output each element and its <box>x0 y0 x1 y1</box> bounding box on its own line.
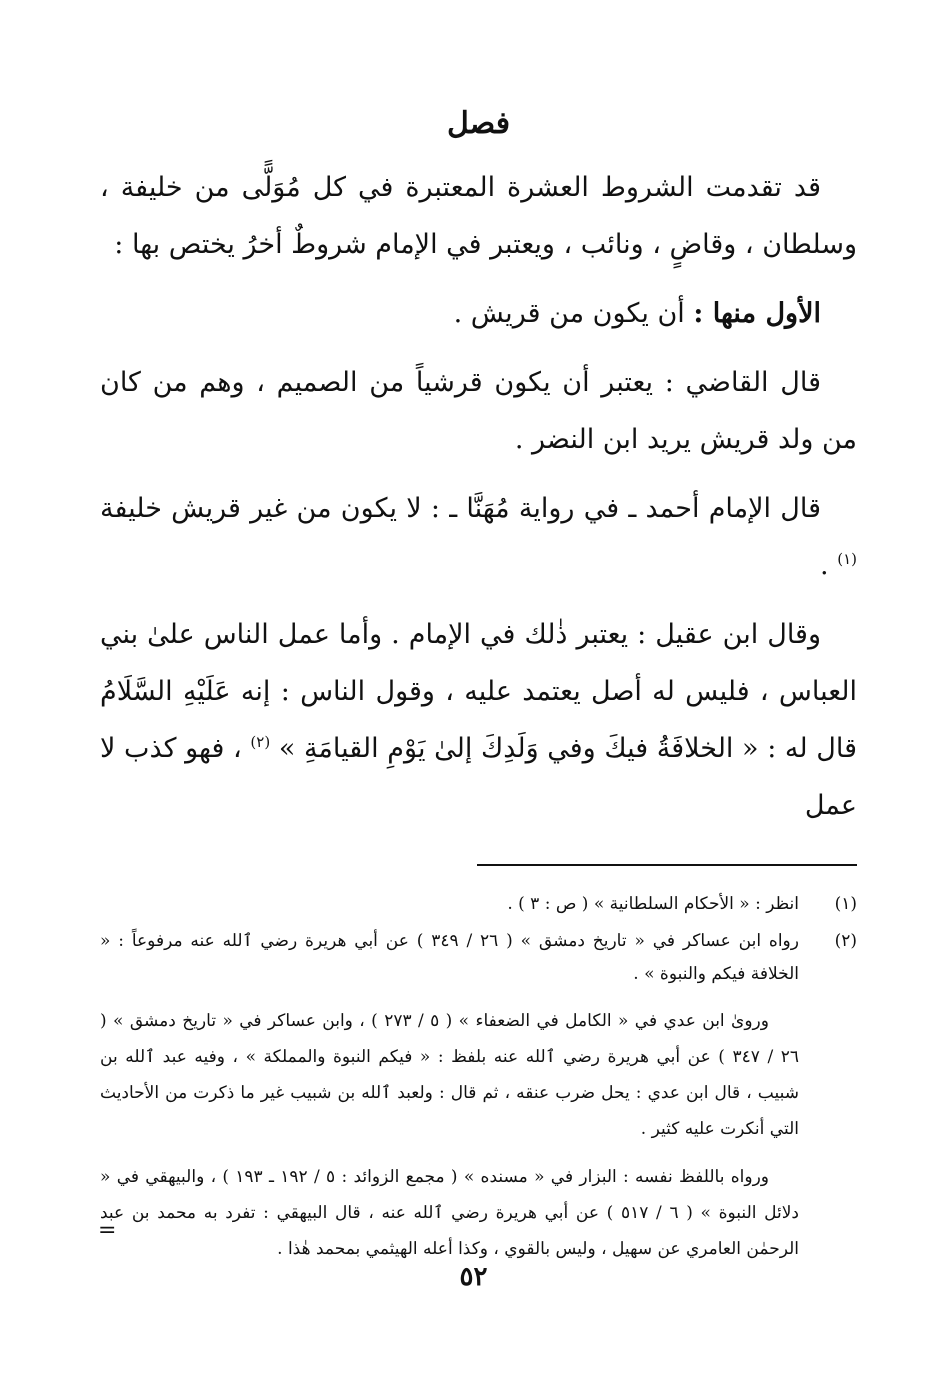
ibn-aqil-text-end: ، فهو كذب لا عمل <box>100 733 857 821</box>
paragraph-qadi: قال القاضي : يعتبر أن يكون قرشياً من الصميم ، وهم من كان من ولد قريش يريد ابن النضر . <box>100 367 857 455</box>
first-condition-label: الأول منها : <box>693 298 821 329</box>
paragraph-conditions: قد تقدمت الشروط العشرة المعتبرة في كل مُوَلًّى من خليفة ، وسلطان ، وقاضٍ ، ونائب ، ويعتبر في الإمام شروطٌ أخرُ يختص بها : <box>100 172 857 260</box>
paragraph-ibn-aqil <box>100 606 857 834</box>
footnote-2-number: (٢) <box>834 931 857 951</box>
paragraph-ahmad <box>100 480 857 594</box>
footnote-1-number: (١) <box>834 894 857 914</box>
footnote-2-text: رواه ابن عساكر في « تاريخ دمشق » ( ٢٦ / ٣٤٩ ) عن أبي هريرة رضي ٱلله عنه مرفوعاً : « الخلافة فيكم والنبوة » . <box>100 931 799 984</box>
footnote-1-text: انظر : « الأحكام السلطانية » ( ص : ٣ ) . <box>507 894 799 914</box>
section-heading: فصل <box>446 106 511 141</box>
paragraph-first-condition <box>100 285 857 342</box>
footnote-ref-2[interactable]: (٢) <box>250 733 271 751</box>
footnote-2-continuation-bazzar: ورواه باللفظ نفسه : البزار في « مسنده » ( مجمع الزوائد : ٥ / ١٩٢ ـ ١٩٣ ) ، والبيهقي في « دلائل النبوة » ( ٦ / ٥١٧ ) عن أبي هريرة رضي ٱلله عنه ، قال البيهقي : تفرد به محمد بن عبد الرحمٰن العامري عن سهيل ، وليس بالقوي ، وكذا أعله الهيثمي بمحمد هٰذا . <box>100 1167 800 1259</box>
ahmad-text: قال الإمام أحمد ـ في رواية مُهَنَّا ـ : لا يكون من غير قريش خليفة <box>100 493 821 524</box>
footnote-2 <box>100 925 857 991</box>
footnote-2-continuation-ibn-adi: ورویٰ ابن عدي في « الكامل في الضعفاء » ( ٥ / ٢٧٣ ) ، وابن عساكر في « تاريخ دمشق » ( ٢٦ / ٣٤٧ ) عن أبي هريرة رضي ٱلله عنه بلفظ : « فيكم النبوة والمملكة » ، وفيه عبد ٱلله بن شبيب ، قال ابن عدي : يحل ضرب عنقه ، ثم قال : ولعبد ٱلله بن شبيب غير ما ذكرت من الأحاديث التي أنكرت عليه كثير . <box>100 1011 799 1139</box>
footnote-ref-1[interactable]: (١) <box>837 550 857 568</box>
ibn-aqil-text: وقال ابن عقيل : يعتبر ذٰلك في الإمام . وأما عمل الناس علىٰ بني العباس ، فليس له أصل يعتمد عليه ، وقول الناس : إنه عَلَيْهِ السَّلَامُ قال له : « الخلافَةُ فيكَ وفي وَلَدِكَ إلىٰ يَوْمِ القيامَةِ » <box>100 619 858 764</box>
page-number: ٥٢ <box>459 1262 488 1292</box>
footnote-1 <box>100 888 857 921</box>
ahmad-text-end: . <box>820 550 829 581</box>
first-condition-text: أن يكون من قريش . <box>453 298 685 329</box>
footnote-divider <box>477 864 857 866</box>
continuation-mark: = <box>98 1218 117 1243</box>
